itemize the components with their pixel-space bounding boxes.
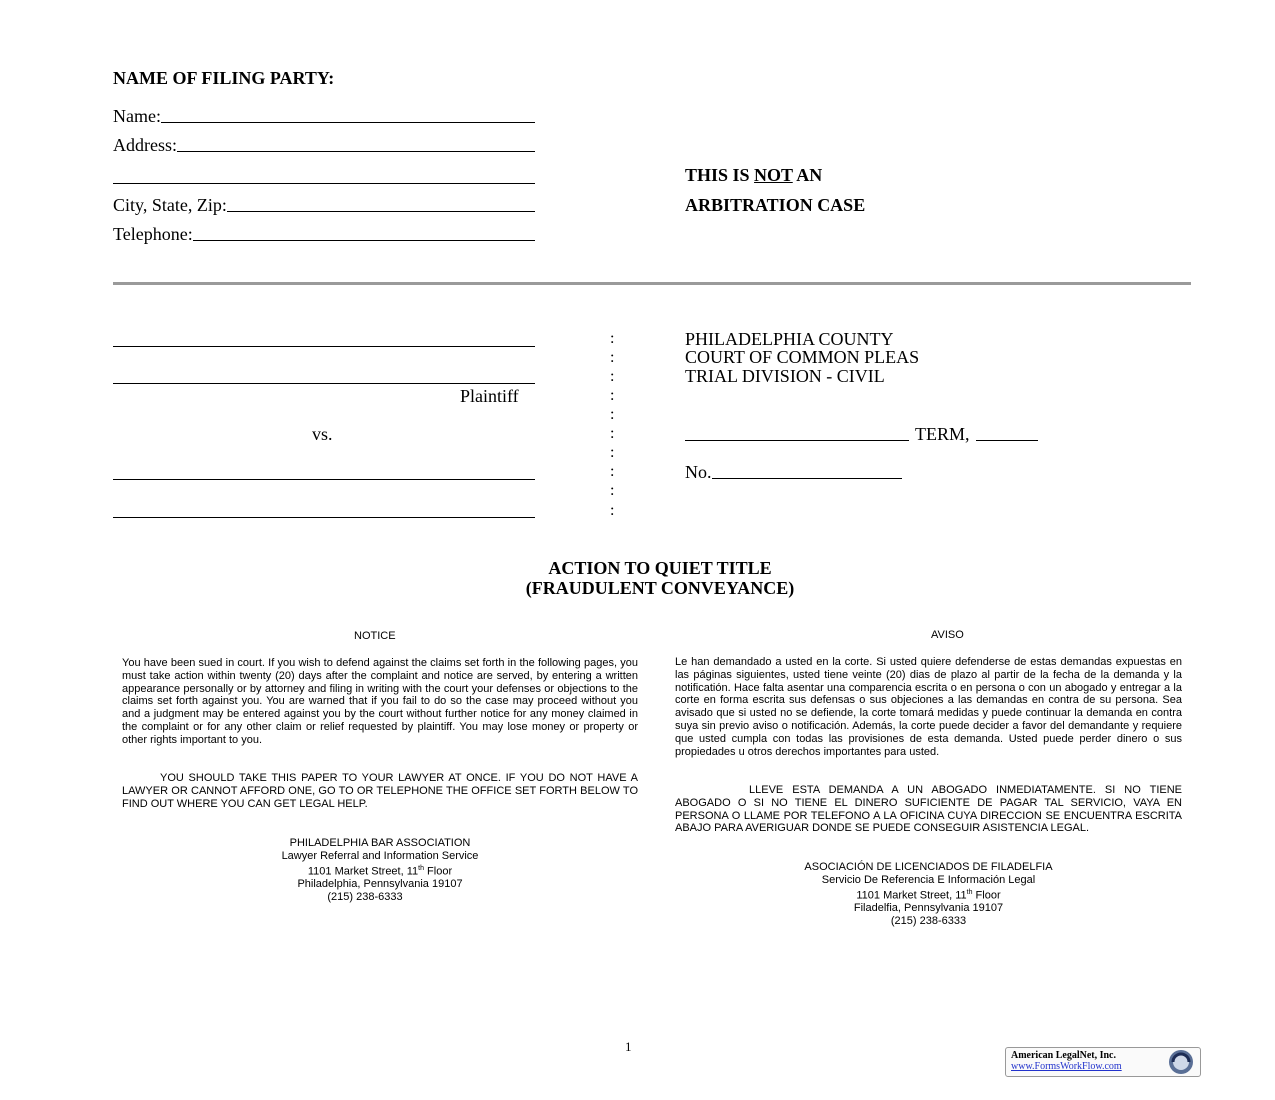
street: 1101 Market Street, 11	[856, 889, 967, 902]
floor: Floor	[423, 865, 453, 878]
aviso-paragraph-1: Le han demandado a usted en la corte. Si usted quiere defenderse de estas demandas expuestas en las páginas siguientes, usted tiene veinte (20) dias de plazo al partir de la fecha de la demanda y la notificatión. Hace falta asentar una comparencia escrita o en persona o con un abogado y entregar a la corte en forma escrita sus defensas o sus objeciones a las demandas en contra de su persona. Sea avisado que si usted no se defiende, la corte tomará medidas y puede continuar la demanda en contra suya sin previo aviso o notificación. Además, la corte puede decider a favor del demandante y requiere que usted cumpla con todas las provisiones de esta demanda. Usted puede perder dinero o sus propiedades u otros derechos importantes para usted.	[675, 656, 1182, 758]
sup: th	[418, 864, 424, 872]
notice-paragraph-2: YOU SHOULD TAKE THIS PAPER TO YOUR LAWYER AT ONCE. IF YOU DO NOT HAVE A LAWYER OR CANNOT AFFORD ONE, GO TO OR TELEPHONE THE OFFICE SET FORTH BELOW TO FIND OUT WHERE YOU CAN GET LEGAL HELP.	[122, 772, 638, 810]
arbitration-line-1	[685, 165, 822, 185]
address-field[interactable]	[113, 135, 535, 155]
aviso-paragraph-2: LLEVE ESTA DEMANDA A UN ABOGADO INMEDIATAMENTE. SI NO TIENE ABOGADO O SI NO TIENE EL DINERO SUFICIENTE DE PAGAR TAL SERVICIO, VAYA EN PERSONA O LLAME POR TELEFONO A LA OFICINA CUYA DIRECCION SE ENCUENTRA ESCRITA ABAJO PARA AVERIGUAR DONDE SE PUEDE CONSEGUIR ASISTENCIA LEGAL.	[675, 784, 1182, 835]
globe-icon	[1168, 1049, 1194, 1075]
notice-phone: (215) 238-6333	[327, 890, 403, 903]
court-line-1: PHILADELPHIA COUNTY	[685, 329, 894, 349]
aviso-heading: AVISO	[931, 629, 964, 641]
defendant-line-1[interactable]	[113, 479, 535, 480]
title-line-2: (FRAUDULENT CONVEYANCE)	[525, 578, 795, 598]
sup: th	[966, 888, 973, 896]
city-state-zip-field[interactable]	[113, 195, 535, 215]
colon: :	[610, 502, 615, 519]
notice-street	[122, 863, 638, 878]
arb-not: NOT	[754, 165, 793, 185]
number-field[interactable]	[685, 462, 902, 482]
term-label: TERM,	[915, 424, 970, 444]
colon: :	[610, 330, 615, 347]
colon: :	[610, 349, 615, 366]
telephone-field[interactable]	[113, 224, 535, 244]
city-label: City, State, Zip:	[113, 195, 227, 215]
filing-party-heading: NAME OF FILING PARTY:	[113, 68, 335, 88]
term-year-line[interactable]	[976, 440, 1038, 441]
arb-text: THIS IS	[685, 165, 755, 185]
arbitration-line-2: ARBITRATION CASE	[685, 195, 866, 215]
divider	[113, 282, 1191, 285]
defendant-line-2[interactable]	[113, 517, 535, 518]
colon: :	[610, 444, 615, 461]
colon: :	[610, 425, 615, 442]
street: 1101 Market Street, 11	[307, 865, 419, 878]
aviso-phone: (215) 238-6333	[890, 914, 967, 927]
colon: :	[610, 482, 615, 499]
logo-url[interactable]: www.FormsWorkFlow.com	[1011, 1061, 1122, 1072]
address-line	[177, 150, 535, 152]
number-line[interactable]	[712, 478, 902, 479]
notice-contact	[122, 837, 638, 904]
colon: :	[610, 406, 615, 423]
notice-heading: NOTICE	[354, 630, 396, 642]
notice-service: Lawyer Referral and Information Service	[281, 849, 479, 862]
arb-an: AN	[792, 165, 823, 185]
no-label: No.	[685, 462, 712, 482]
page-number: 1	[625, 1039, 632, 1054]
vs-label: vs.	[312, 424, 333, 444]
colon: :	[610, 368, 615, 385]
term-field[interactable]	[685, 424, 1038, 444]
aviso-org: ASOCIACIÓN DE LICENCIADOS DE FILADELFIA	[804, 861, 1053, 873]
telephone-line	[193, 239, 535, 241]
city-line	[227, 210, 535, 212]
logo-company: American LegalNet, Inc.	[1011, 1050, 1116, 1061]
address-line-2[interactable]	[113, 183, 535, 184]
plaintiff-line-2[interactable]	[113, 383, 535, 384]
notice-org: PHILADELPHIA BAR ASSOCIATION	[289, 837, 471, 849]
aviso-street	[675, 887, 1182, 902]
aviso-service: Servicio De Referencia E Información Legal	[821, 873, 1036, 886]
address-label: Address:	[113, 135, 177, 155]
court-line-2: COURT OF COMMON PLEAS	[685, 347, 920, 367]
term-line[interactable]	[685, 440, 909, 441]
court-line-3: TRIAL DIVISION - CIVIL	[685, 366, 885, 386]
colon: :	[610, 463, 615, 480]
american-legalnet-logo[interactable]	[1005, 1047, 1201, 1077]
colon: :	[610, 387, 615, 404]
name-label: Name:	[113, 106, 161, 126]
notice-city: Philadelphia, Pennsylvania 19107	[297, 878, 463, 891]
telephone-label: Telephone:	[113, 224, 193, 244]
name-field[interactable]	[113, 106, 535, 126]
notice-paragraph-1: You have been sued in court. If you wish to defend against the claims set forth in the following pages, you must take action within twenty (20) days after the complaint and notice are served, by entering a written appearance personally or by attorney and filing in writing with the court your defenses or objections to the claims set forth against you. You are warned that if you fail to do so the case may proceed without you and a judgment may be entered against you by the court without further notice for any money claimed in the complaint or for any other claim or relief requested by plaintiff. You may lose money or property or other rights important to you.	[122, 657, 638, 746]
aviso-contact	[675, 861, 1182, 928]
plaintiff-line-1[interactable]	[113, 346, 535, 347]
plaintiff-label: Plaintiff	[460, 386, 519, 406]
title-line-1: ACTION TO QUIET TITLE	[548, 558, 772, 578]
floor: Floor	[972, 889, 1001, 902]
aviso-city: Filadelfia, Pennsylvania 19107	[853, 902, 1004, 915]
name-line	[161, 121, 535, 123]
